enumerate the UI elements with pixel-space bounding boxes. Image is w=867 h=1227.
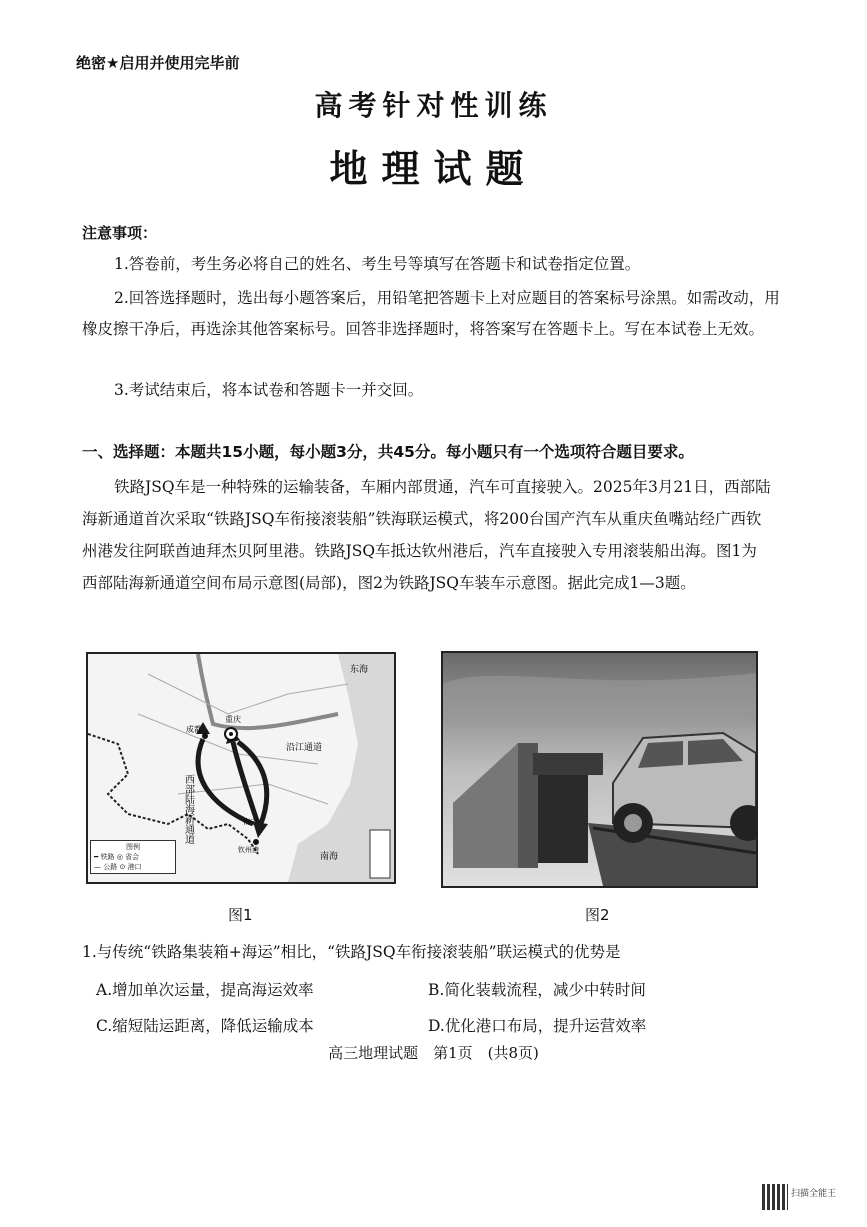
label-chengdu: 成都 <box>186 725 202 734</box>
label-chongqing: 重庆 <box>225 715 241 724</box>
figure-2-caption: 图2 <box>585 906 610 924</box>
qr-code-icon <box>762 1184 788 1210</box>
figure-1-map <box>86 652 396 884</box>
scanner-watermark: 扫描全能王 <box>791 1189 837 1199</box>
notice-heading: 注意事项： <box>82 224 158 242</box>
label-south-sea: 南海 <box>320 852 339 862</box>
label-qinzhou: 钦州港 <box>238 846 259 854</box>
figure-1-caption: 图1 <box>228 906 253 924</box>
figure-2-photo <box>441 651 758 888</box>
label-nanning: 南宁 <box>243 818 257 826</box>
legend-title: 图例 <box>126 843 140 851</box>
legend-capital: 省会 <box>125 853 140 861</box>
exam-title-line1: 高考针对性训练 <box>314 89 553 122</box>
notice-item-3: 3.考试结束后，将本试卷和答题卡一并交回。 <box>114 381 424 399</box>
question-material: 铁路JSQ车是一种特殊的运输装备，车厢内部贯通，汽车可直接驶入。2025年3月21日，西部陆海新通道首次采取“铁路JSQ车衔接滚装船”铁海联运模式，将200台国产汽车从重庆鱼嘴站经广西钦州港发往阿联酋迪拜杰贝阿里港。铁路JSQ车抵达钦州港后，汽车直接驶入专用滚装船出海。图1为西部陆海新通道空间布局示意图(局部)，图2为铁路JSQ车装车示意图。据此完成1—3题。 <box>82 478 771 592</box>
notice-item-2: 2.回答选择题时，选出每小题答案后，用铅笔把答题卡上对应题目的答案标号涂黑。如需改动，用橡皮擦干净后，再选涂其他答案标号。回答非选择题时，将答案写在答题卡上。写在本试卷上无效。 <box>82 289 780 338</box>
question-1-option-b: B.简化装载流程，减少中转时间 <box>428 981 646 999</box>
chengdu-marker <box>202 733 208 739</box>
question-1-option-d: D.优化港口布局，提升运营效率 <box>428 1017 647 1035</box>
legend-port: 港口 <box>127 863 142 871</box>
question-1-option-c: C.缩短陆运距离，降低运输成本 <box>96 1017 314 1035</box>
photo-svg <box>443 653 756 886</box>
qinzhou-marker <box>253 839 259 845</box>
label-corridor: 西部陆海新通道 <box>182 774 194 844</box>
rail-car-interior <box>538 773 588 863</box>
confidential-label: 绝密★启用并使用完毕前 <box>76 54 240 72</box>
section-heading: 一、选择题：本题共15小题，每小题3分，共45分。每小题只有一个选项符合题目要求。 <box>82 443 694 461</box>
page-footer: 高三地理试题 第1页 (共8页) <box>328 1044 539 1062</box>
notice-item-1: 1.答卷前，考生务必将自己的姓名、考生号等填写在答题卡和试卷指定位置。 <box>114 255 641 273</box>
legend-rail: 铁路 <box>100 853 115 861</box>
exam-title-line2: 地理试题 <box>329 146 538 191</box>
question-1-stem: 1.与传统“铁路集装箱+海运”相比，“铁路JSQ车衔接滚装船”联运模式的优势是 <box>82 943 621 961</box>
label-yangtze-corridor: 沿江通道 <box>286 743 323 753</box>
map-legend: 图例 ━ 铁路 ◎ 省会 — 公路 ⊙ 港口 <box>90 840 176 874</box>
label-east-sea: 东海 <box>350 665 369 675</box>
legend-road: 公路 <box>103 863 118 871</box>
question-1-option-a: A.增加单次运量，提高海运效率 <box>96 981 314 999</box>
south-sea-inset <box>370 830 390 878</box>
